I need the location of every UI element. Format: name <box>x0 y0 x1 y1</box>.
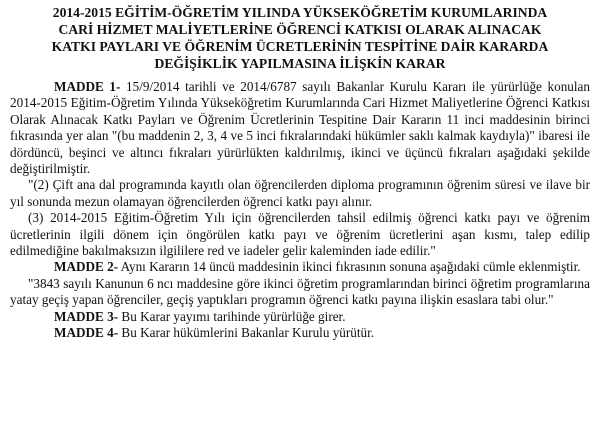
article-4 <box>10 325 590 341</box>
article-2 <box>10 259 590 275</box>
article-4-text: Bu Karar hükümlerini Bakanlar Kurulu yürütür. <box>118 325 375 341</box>
article-1 <box>10 79 590 177</box>
title-line-3: KATKI PAYLARI VE ÖĞRENİM ÜCRETLERİNİN TESPİTİNE DAİR KARARDA <box>51 39 549 54</box>
article-2-text: Aynı Kararın 14 üncü maddesinin ikinci fıkrasının sonuna aşağıdaki cümle eklenmiştir. <box>118 259 581 275</box>
article-1-quote-1: "(2) Çift ana dal programında kayıtlı olan öğrencilerden diploma programının öğrenim süresi ve ilave bir yıl sonunda mezun olamayan öğrencilerden öğrenci katkı payı alınır. <box>10 177 590 209</box>
title-line-4: DEĞİŞİKLİK YAPILMASINA İLİŞKİN KARAR <box>154 56 446 71</box>
article-1-text: 15/9/2014 tarihli ve 2014/6787 sayılı Bakanlar Kurulu Kararı ile yürürlüğe konulan 2014-2015 Eğitim-Öğretim Yılında Yükseköğretim Kurumlarında Cari Hizmet Maliyetlerine Öğrenci Katkısı Olarak Alınacak Katkı Payları ve Öğrenim Ücretlerinin Tespitine Dair Kararın 11 inci maddesinin birinci fıkrasında yer alan "(bu maddenin 2, 3, 4 ve 5 inci fıkralarındaki hükümler saklı kalmak kaydıyla)" ibaresi ile dördüncü, beşinci ve altıncı fıkraları yürürlükten kaldırılmış, ikinci ve üçüncü fıkraları aşağıdaki şekilde değiştirilmiştir. <box>10 79 590 177</box>
article-4-label: MADDE 4- <box>54 325 119 341</box>
document-title <box>10 4 590 72</box>
title-line-1: 2014-2015 EĞİTİM-ÖĞRETİM YILINDA YÜKSEKÖĞRETİM KURUMLARINDA <box>52 5 548 20</box>
title-line-2: CARİ HİZMET MALİYETLERİNE ÖĞRENCİ KATKISI OLARAK ALINACAK <box>58 22 542 37</box>
article-1-label: MADDE 1- <box>54 79 121 94</box>
article-3-text: Bu Karar yayımı tarihinde yürürlüğe girer. <box>118 308 346 324</box>
article-3 <box>10 309 590 325</box>
article-2-label: MADDE 2- <box>54 259 119 275</box>
article-2-quote-1: "3843 sayılı Kanunun 6 ncı maddesine göre ikinci öğretim programlarından birinci öğretim programlarına yatay geçiş yapan öğrenciler, geçiş yaptıkları programın öğrenci katkı payına ilişkin esaslara tabi olur." <box>10 275 590 308</box>
document-page <box>10 0 590 342</box>
article-3-label: MADDE 3- <box>54 308 119 324</box>
article-1-quote-2: (3) 2014-2015 Eğitim-Öğretim Yılı için öğrencilerden tahsil edilmiş öğrenci katkı payı ve öğrenim ücretlerinin ilgili dönem için öngörülen katkı payı ve öğrenim ücretlerini aşan kısmı, talep edilip edilmediğine bakılmaksızın ilgililere red ve iadeler gelir kaleminden iade edilir." <box>10 210 590 259</box>
